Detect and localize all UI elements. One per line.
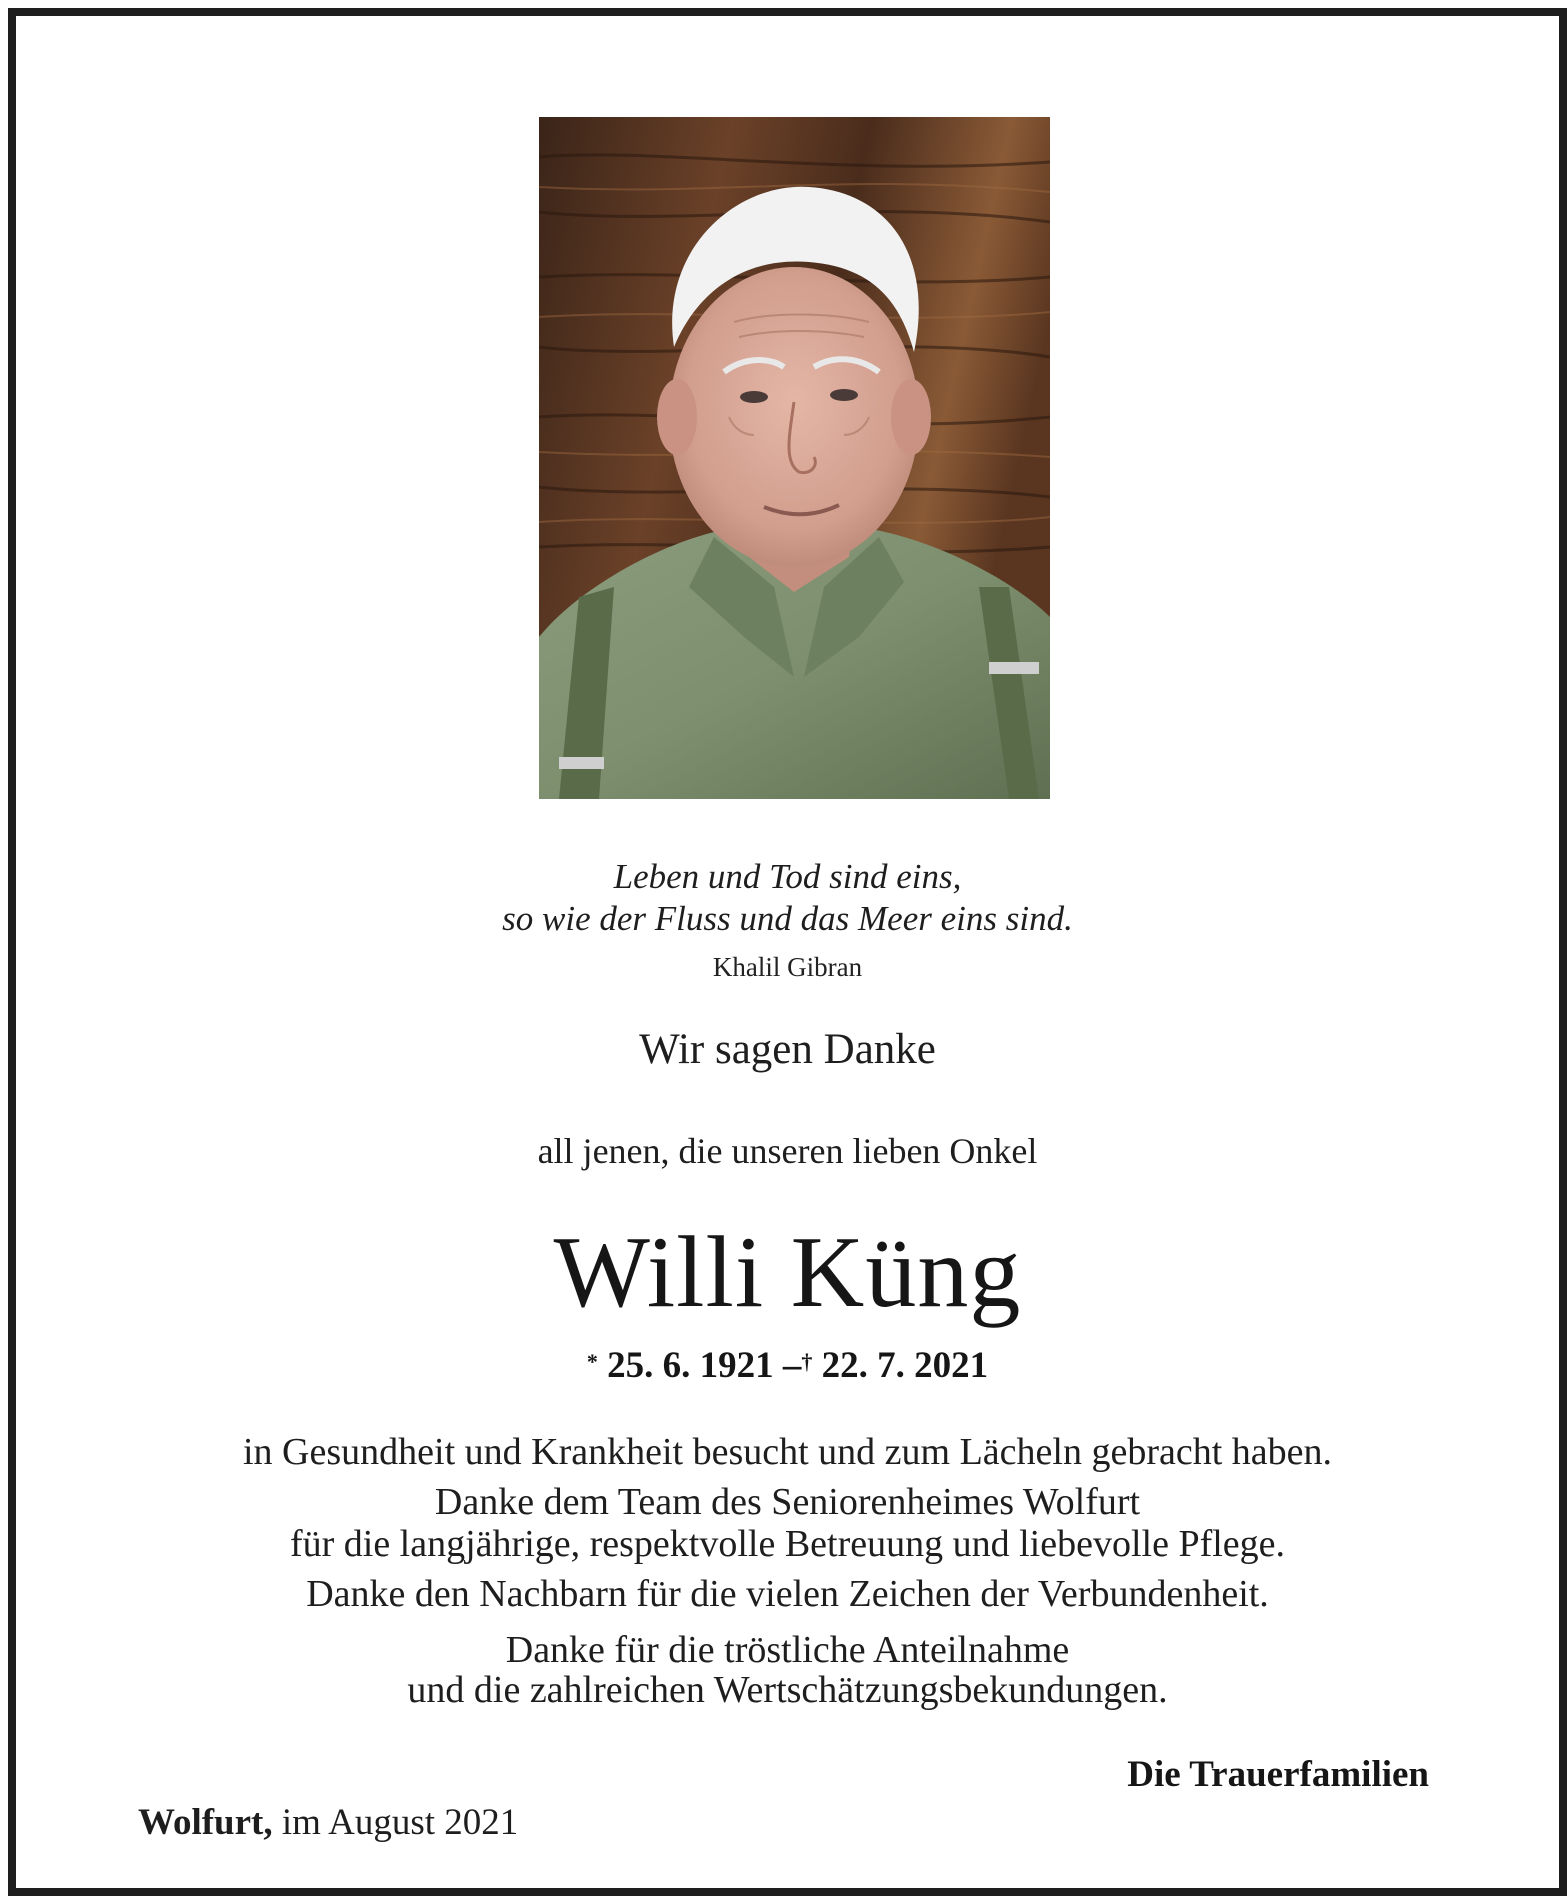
intro-text: all jenen, die unseren lieben Onkel [537,1131,1038,1171]
thanks-heading: Wir sagen Danke [639,1026,936,1073]
birth-date: 25. 6. 1921 [607,1345,774,1386]
body-line-1: in Gesundheit und Krankheit besucht und zum Lächeln gebracht haben. [243,1431,1332,1473]
date-text: im August 2021 [281,1802,519,1843]
date-separator: – [782,1345,802,1386]
body-line-6: und die zahlreichen Wertschätzungsbekundungen. [407,1669,1168,1711]
quote-author: Khalil Gibran [712,952,863,982]
life-dates [16,1344,1559,1387]
death-date: 22. 7. 2021 [821,1345,989,1386]
quote-line-2: so wie der Fluss und das Meer eins sind. [502,899,1073,938]
body-line-3: für die langjährige, respektvolle Betreuung und liebevolle Pflege. [289,1523,1286,1565]
obituary-frame [8,8,1567,1896]
place: Wolfurt, [138,1802,273,1843]
deceased-name: Willi Küng [553,1216,1022,1329]
quote-line-1: Leben und Tod sind eins, [613,857,962,896]
body-line-2: Danke dem Team des Seniorenheimes Wolfurt [434,1481,1141,1523]
signature: Die Trauerfamilien [1127,1754,1429,1795]
body-line-5: Danke für die tröstliche Anteilnahme [505,1629,1070,1671]
place-date [138,1801,518,1844]
portrait-photo [539,117,1050,799]
birth-symbol: * [586,1349,598,1374]
body-line-4: Danke den Nachbarn für die vielen Zeichen der Verbundenheit. [306,1573,1269,1615]
death-symbol: † [801,1349,813,1374]
